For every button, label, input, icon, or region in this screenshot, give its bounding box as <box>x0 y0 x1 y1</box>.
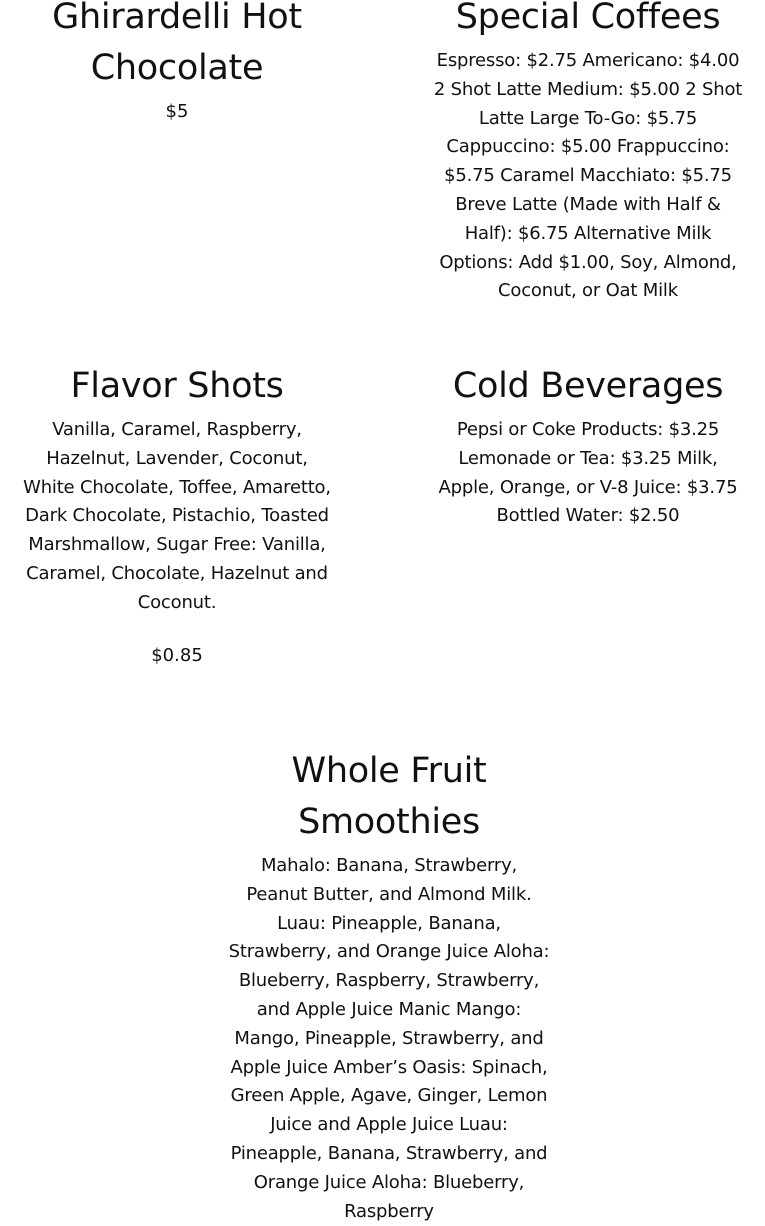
smoothies-description: Mahalo: Banana, Strawberry, Peanut Butter, and Almond Milk. Luau: Pineapple, Banana, Strawberry, and Orange Juice Aloha: Blueberry, Raspberry, Strawberry, and Apple Juice Manic Mango: Mango, Pineapple, Strawberry, and Apple Juice Amber’s Oasis: Spinach, Green Apple, Agave, Ginger, Lemon Juice and Apple Juice Luau: Pineapple, Banana, Strawberry, and Orange Juice Aloha: Blueberry, Raspberry <box>228 855 550 1222</box>
special-coffees-description: Espresso: $2.75 Americano: $4.00 2 Shot Latte Medium: $5.00 2 Shot Latte Large To-Go: $5.75 Cappuccino: $5.00 Frappuccino: $5.75 Caramel Macchiato: $5.75 Breve Latte (Made with Half & Half): $6.75 Alternative Milk Options: Add $1.00, Soy, Almond, Coconut, or Oat Milk <box>433 50 743 302</box>
smoothies-title: Whole Fruit Smoothies <box>291 751 487 842</box>
flavor-shots-section <box>22 361 332 670</box>
flavor-shots-title: Flavor Shots <box>70 366 284 406</box>
cold-beverages-section <box>432 361 744 531</box>
hot-chocolate-section <box>22 0 332 126</box>
special-coffees-title: Special Coffees <box>455 0 721 37</box>
cold-beverages-description: Pepsi or Coke Products: $3.25 Lemonade or Tea: $3.25 Milk, Apple, Orange, or V-8 Juice: $3.75 Bottled Water: $2.50 <box>438 419 738 527</box>
hot-chocolate-title: Ghirardelli Hot Chocolate <box>52 0 302 88</box>
flavor-shots-price: $0.85 <box>151 644 203 666</box>
cold-beverages-title: Cold Beverages <box>452 366 724 406</box>
special-coffees-section <box>432 0 744 306</box>
flavor-shots-description: Vanilla, Caramel, Raspberry, Hazelnut, Lavender, Coconut, White Chocolate, Toffee, Amaretto, Dark Chocolate, Pistachio, Toasted Marshmallow, Sugar Free: Vanilla, Caramel, Chocolate, Hazelnut and Coconut. <box>23 419 331 613</box>
smoothies-section <box>228 746 550 1226</box>
hot-chocolate-price: $5 <box>165 101 189 122</box>
